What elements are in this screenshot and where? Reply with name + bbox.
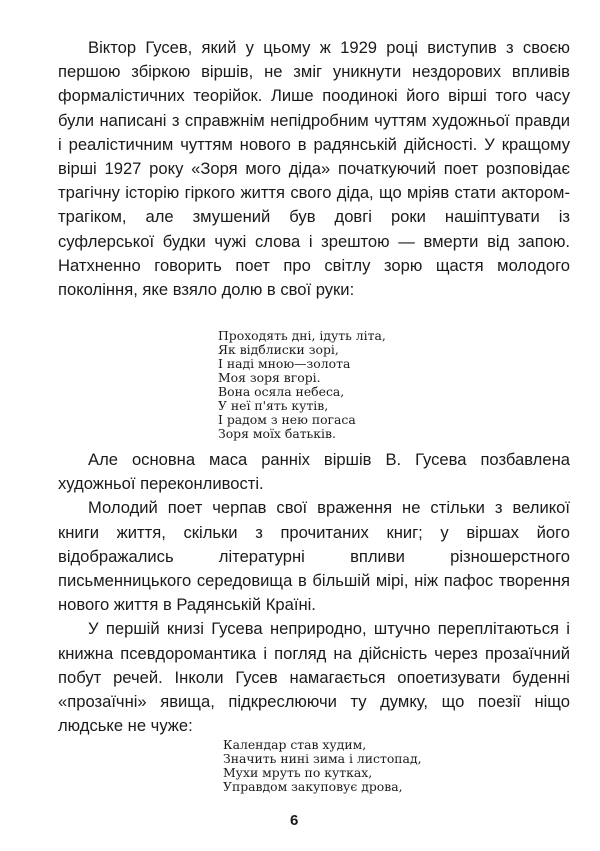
verse-quote-2 (223, 738, 422, 794)
verse-line: Як відблиски зорі, (218, 342, 339, 357)
paragraph: Віктор Гусев, який у цьому ж 1929 році виступив з своєю першою збіркою віршів, не зміг уникнути нездорових впливів формалістичних теорійок. Лише поодинокі його вірші того часу були написані з справжнім непідробним чуттям художньої правди і реалістичним чуттям нового в радянській дійсності. У кращому вірші 1927 року «Зоря мого діда» початкуючий поет розповідає трагічну історію гіркого життя свого діда, що мріяв стати актором-трагіком, але змушений був довгі роки нашіптувати із суфлерської будки чужі слова і зрештою — вмерти від запою. Натхненно говорить поет про світлу зорю щастя молодого покоління, яке взяло долю в свої руки: (58, 38, 570, 300)
verse-line: Мухи мруть по кутках, (223, 765, 373, 780)
verse-line: Моя зоря вгорі. (218, 370, 321, 385)
text-block-top (58, 36, 570, 302)
verse-line: Значить нині зима і листопад, (223, 751, 422, 766)
page-number: 6 (290, 812, 299, 829)
verse-line: У неї п'ять кутів, (218, 398, 329, 413)
verse-line: Вона осяла небеса, (218, 384, 345, 399)
verse-line: Проходять дні, ідуть літа, (218, 328, 386, 343)
verse-line: Управдом закуповує дрова, (223, 779, 403, 794)
verse-line: І наді мною—золота (218, 356, 351, 371)
text-block-bottom (58, 448, 570, 738)
paragraph: У першій книзі Гусева неприродно, штучно переплітаються і книжна псевдоромантика і погляд на дійсність через прозаїчний побут речей. Інколи Гусев намагається опоетизувати буденні «прозаїчні» явища, підкреслюючи ту думку, що поезії ніщо людське не чуже: (58, 619, 570, 736)
verse-line: Календар став худим, (223, 737, 367, 752)
paragraph: Але основна маса ранніх віршів В. Гусева позбавлена художньої переконливості. (58, 450, 570, 494)
verse-line: І радом з нею погаса (218, 412, 356, 427)
verse-quote-1 (218, 329, 386, 441)
verse-line: Зоря моїх батьків. (218, 426, 336, 441)
paragraph: Молодий поет черпав свої враження не стільки з великої книги життя, скільки з прочитаних книг; у віршах його відображались літературні впливи різношерстного письменницького середовища в більшій мірі, ніж пафос творення нового життя в Радянській Країні. (58, 498, 570, 615)
